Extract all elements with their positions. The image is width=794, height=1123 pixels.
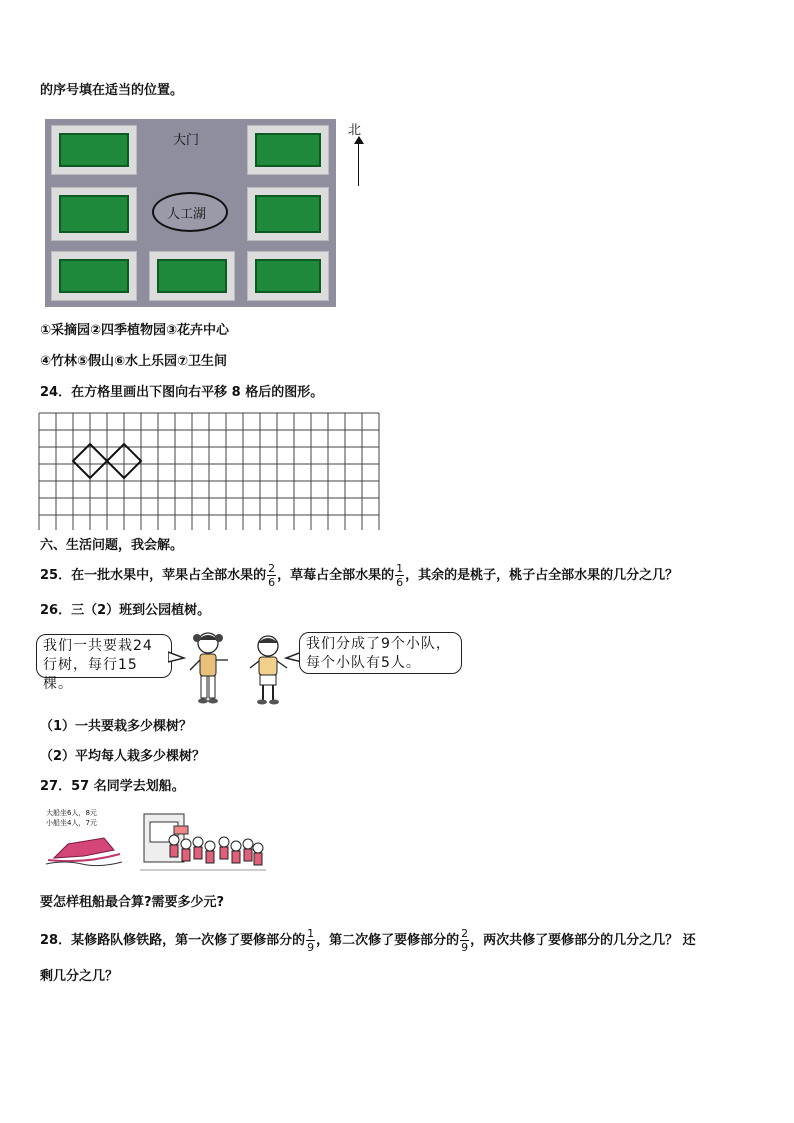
student-body — [220, 847, 228, 859]
north-arrow-shaft — [358, 140, 359, 186]
student-body — [182, 849, 190, 861]
boy-illustration — [248, 634, 290, 706]
q26-sub-1: （1）一共要栽多少棵树？ — [40, 719, 193, 734]
map-plot-1 — [51, 125, 137, 175]
intro-line: 的序号填在适当的位置。 — [40, 83, 184, 98]
q28-text-3: ，两次共修了要修部分的几分之几？ 还 — [470, 933, 696, 948]
q28-fraction-1: $\frac{1}{9}$ — [307, 927, 315, 954]
map-plot-5 — [51, 251, 137, 301]
q27-question: 要怎样租船最合算?需要多少元? — [40, 895, 225, 910]
question-27: 27．57 名同学去划船。 — [40, 779, 185, 794]
lake-label: 人工湖 — [167, 207, 207, 222]
q25-fraction-2: $\frac{1}{6}$ — [396, 562, 404, 589]
question-28 — [40, 925, 696, 957]
student-head — [219, 837, 229, 847]
q28-line-2: 剩几分之几？ — [40, 969, 119, 984]
q25-text-1: 25．在一批水果中，苹果占全部水果的 — [40, 568, 267, 583]
options-line-1: ①采摘园②四季植物园③花卉中心 — [40, 323, 230, 338]
q25-text-3: ，其余的是桃子，桃子占全部水果的几分之几？ — [405, 568, 679, 583]
q26-sub-2: （2）平均每人栽多少棵树？ — [40, 749, 206, 764]
girl-illustration — [184, 630, 236, 706]
student-head — [169, 835, 179, 845]
north-label: 北 — [348, 123, 362, 138]
north-arrow-icon — [354, 136, 364, 144]
map-plot-7 — [247, 251, 329, 301]
map-plot-4 — [247, 187, 329, 241]
student-head — [243, 839, 253, 849]
map-plot-3 — [51, 187, 137, 241]
section-6-heading: 六、生活问题，我会解。 — [40, 538, 184, 553]
gate-label: 大门 — [173, 133, 200, 148]
q28-fraction-2: $\frac{2}{9}$ — [461, 927, 469, 954]
student-head — [231, 841, 241, 851]
student-body — [206, 851, 214, 863]
question-24: 24．在方格里画出下图向右平移 8 格后的图形。 — [40, 385, 324, 400]
student-body — [170, 845, 178, 857]
speech-bubble-left: 我们一共要栽24 行树，每行15棵。 — [36, 634, 172, 678]
question-26: 26．三（2）班到公园植树。 — [40, 603, 211, 618]
student-body — [254, 853, 262, 865]
q25-text-2: ，草莓占全部水果的 — [277, 568, 395, 583]
speech-bubble-right: 我们分成了9个小队， 每个小队有5人。 — [299, 632, 462, 674]
q28-text-1: 28．某修路队修铁路，第一次修了要修部分的 — [40, 933, 306, 948]
boat-price-sign: 大船坐6人，8元 小船坐4人，7元 — [46, 809, 97, 827]
square-grid — [38, 412, 388, 530]
park-map — [45, 119, 336, 307]
q28-text-2: ，第二次修了要修部分的 — [316, 933, 460, 948]
student-head — [181, 839, 191, 849]
boat-illustration — [44, 830, 124, 870]
student-body — [232, 851, 240, 863]
students-queue-illustration — [140, 810, 266, 884]
student-body — [244, 849, 252, 861]
map-plot-2 — [247, 125, 329, 175]
student-head — [205, 841, 215, 851]
map-plot-6 — [149, 251, 235, 301]
student-body — [194, 847, 202, 859]
student-head — [193, 837, 203, 847]
q25-fraction-1: $\frac{2}{6}$ — [268, 562, 276, 589]
student-head — [253, 843, 263, 853]
question-25 — [40, 562, 678, 590]
options-line-2: ④竹林⑤假山⑥水上乐园⑦卫生间 — [40, 354, 228, 369]
